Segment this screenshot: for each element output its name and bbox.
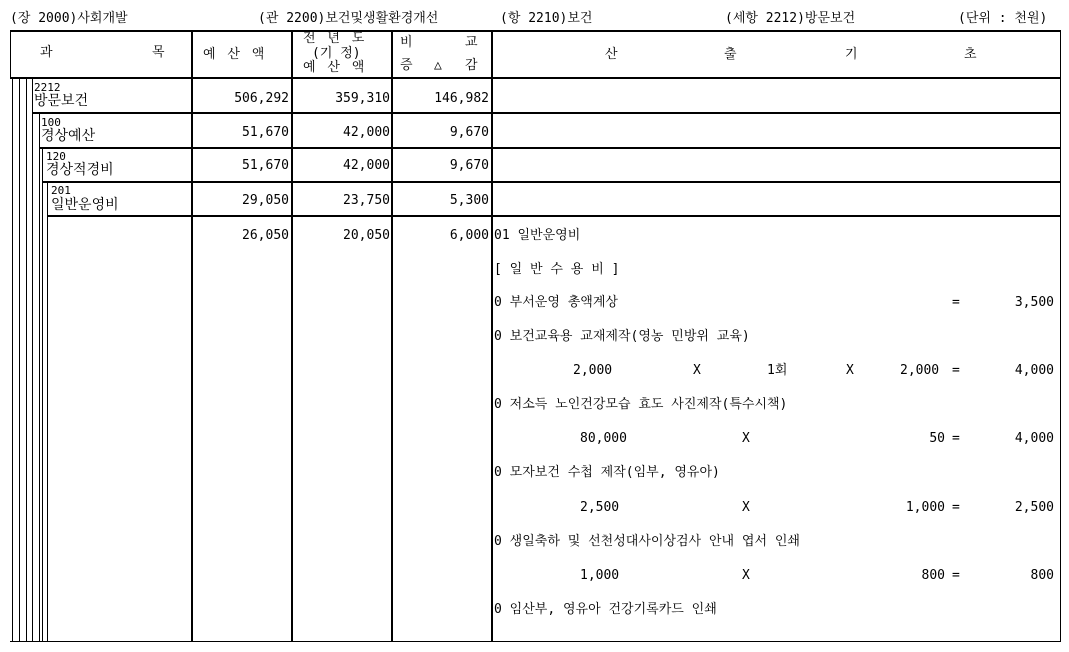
basis-line: 0 부서운영 총액계상 bbox=[494, 295, 618, 310]
row-prev: 42,000 bbox=[343, 125, 390, 140]
calc-c: 800 bbox=[921, 568, 945, 583]
basis-eq: = bbox=[952, 363, 960, 378]
header-sehang: (세항 2212)방문보건 bbox=[725, 11, 856, 26]
basis-line: 0 생일축하 및 선천성대사이상검사 안내 엽서 인쇄 bbox=[494, 534, 800, 549]
calc-c: 1,000 bbox=[905, 500, 945, 515]
basis-line: 0 임산부, 영유아 건강기록카드 인쇄 bbox=[494, 602, 717, 617]
header-unit: (단위 : 천원) bbox=[958, 11, 1048, 26]
col-cmp-gyo: 교 bbox=[465, 35, 478, 50]
row-code: 120 bbox=[46, 150, 66, 163]
basis-total: 800 bbox=[1030, 568, 1054, 583]
basis-eq: = bbox=[952, 568, 960, 583]
col-gwamok-2: 목 bbox=[152, 45, 165, 60]
row-diff: 9,670 bbox=[449, 125, 489, 140]
calc-x: X bbox=[693, 363, 701, 378]
basis-line: 0 모자보건 수첩 제작(임부, 영유아) bbox=[494, 465, 720, 480]
row-code: 2212 bbox=[34, 81, 61, 94]
detail-prev: 20,050 bbox=[343, 228, 390, 243]
row-diff: 9,670 bbox=[449, 158, 489, 173]
header-gwan: (관 2200)보건및생활환경개선 bbox=[258, 11, 439, 26]
row-diff: 5,300 bbox=[449, 193, 489, 208]
col-prev-1: 전 년 도 bbox=[303, 31, 367, 46]
row-prev: 23,750 bbox=[343, 193, 390, 208]
basis-line: [ 일 반 수 용 비 ] bbox=[494, 262, 620, 277]
row-code: 201 bbox=[51, 184, 71, 197]
col-cmp-jeung: 증 bbox=[400, 58, 413, 73]
detail-diff: 6,000 bbox=[449, 228, 489, 243]
calc-x: X bbox=[742, 568, 750, 583]
detail-budget: 26,050 bbox=[242, 228, 289, 243]
col-budget: 예 산 액 bbox=[203, 47, 267, 62]
col-gwamok-1: 과 bbox=[40, 45, 53, 60]
basis-total: 2,500 bbox=[1014, 500, 1054, 515]
header-jang: (장 2000)사회개발 bbox=[10, 11, 128, 26]
basis-total: 4,000 bbox=[1014, 431, 1054, 446]
calc-a: 2,500 bbox=[580, 500, 620, 515]
row-budget: 51,670 bbox=[242, 158, 289, 173]
row-name: 일반운영비 bbox=[51, 197, 119, 213]
row-name: 경상적경비 bbox=[46, 162, 114, 178]
row-diff: 146,982 bbox=[434, 91, 489, 106]
col-basis-1: 산 bbox=[605, 47, 618, 62]
calc-c: 2,000 bbox=[900, 363, 940, 378]
col-basis-3: 기 bbox=[845, 47, 858, 62]
col-prev-2: (기 정) bbox=[312, 46, 361, 61]
basis-eq: = bbox=[952, 431, 960, 446]
col-basis-4: 초 bbox=[964, 47, 977, 62]
calc-b: 1회 bbox=[767, 363, 788, 378]
calc-c: 50 bbox=[929, 431, 945, 446]
calc-x: X bbox=[742, 500, 750, 515]
row-name: 경상예산 bbox=[41, 128, 96, 144]
basis-total: 4,000 bbox=[1014, 363, 1054, 378]
row-budget: 51,670 bbox=[242, 125, 289, 140]
calc-a: 80,000 bbox=[580, 431, 627, 446]
row-prev: 359,310 bbox=[335, 91, 390, 106]
col-cmp-bi: 비 bbox=[400, 35, 413, 50]
basis-eq: = bbox=[952, 500, 960, 515]
basis-total: 3,500 bbox=[1014, 295, 1054, 310]
calc-a: 2,000 bbox=[573, 363, 613, 378]
calc-x: X bbox=[742, 431, 750, 446]
row-budget: 506,292 bbox=[234, 91, 289, 106]
calc-a: 1,000 bbox=[580, 568, 620, 583]
basis-line: 0 저소득 노인건강모습 효도 사진제작(특수시책) bbox=[494, 397, 788, 412]
basis-eq: = bbox=[952, 295, 960, 310]
col-cmp-delta: △ bbox=[434, 58, 442, 73]
basis-line: 0 보건교육용 교재제작(영농 민방위 교육) bbox=[494, 329, 750, 344]
calc-x: X bbox=[846, 363, 854, 378]
row-prev: 42,000 bbox=[343, 158, 390, 173]
header-hang: (항 2210)보건 bbox=[500, 11, 593, 26]
col-prev-3: 예 산 액 bbox=[303, 60, 367, 75]
row-name: 방문보건 bbox=[34, 93, 89, 109]
col-basis-2: 출 bbox=[724, 47, 737, 62]
row-budget: 29,050 bbox=[242, 193, 289, 208]
row-code: 100 bbox=[41, 116, 61, 129]
basis-line: 01 일반운영비 bbox=[494, 228, 581, 243]
col-cmp-gam: 감 bbox=[465, 58, 478, 73]
